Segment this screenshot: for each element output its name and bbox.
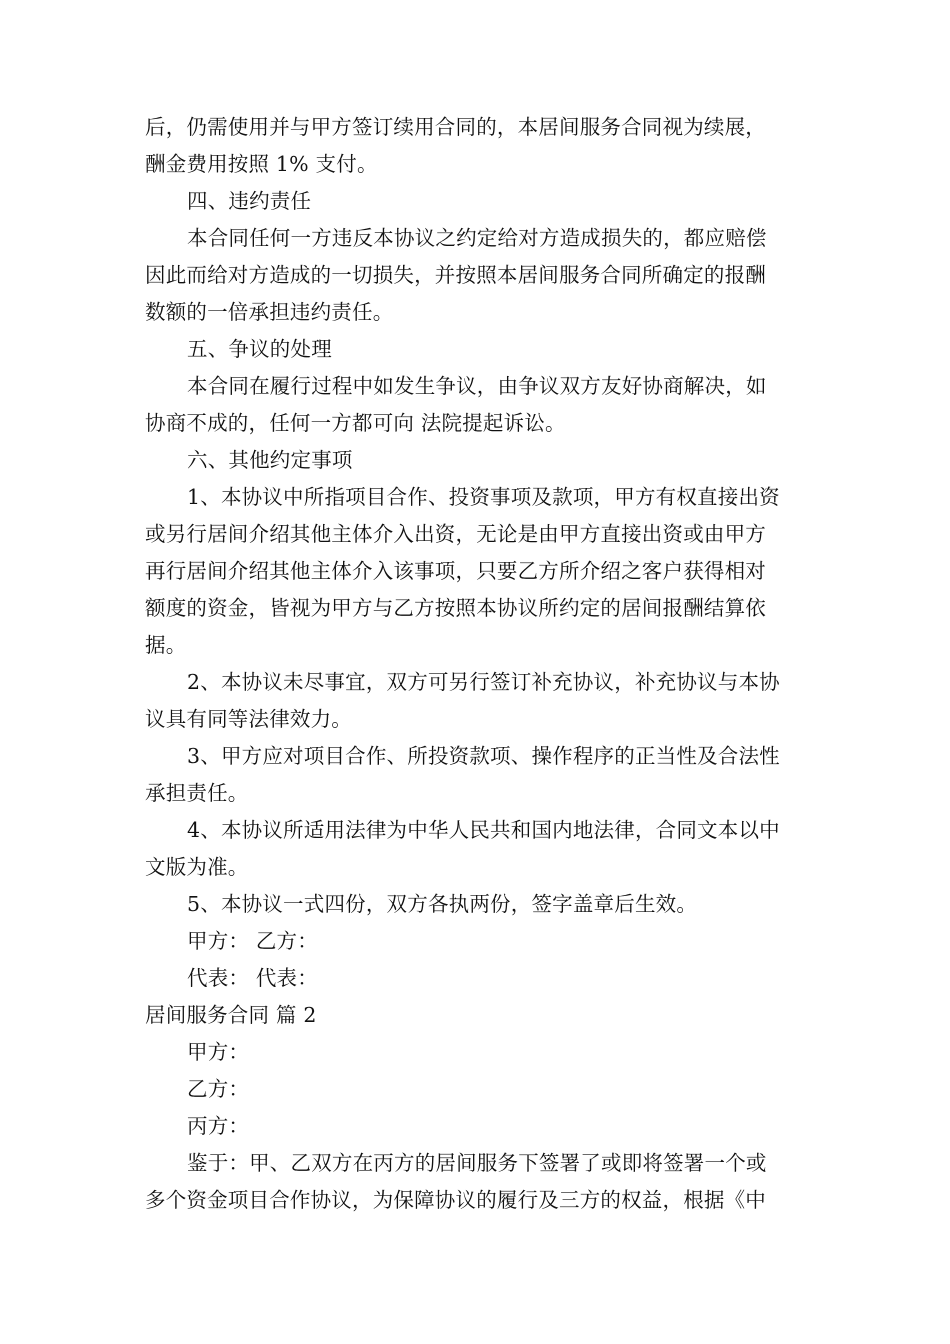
section-heading: 四、违约责任: [187, 189, 312, 213]
text-line: 1、本协议中所指项目合作、投资事项及款项，甲方有权直接出资: [187, 485, 780, 509]
text-line: 数额的一倍承担违约责任。: [145, 300, 394, 324]
section-heading: 六、其他约定事项: [187, 448, 353, 472]
text-line: 酬金费用按照 1% 支付。: [145, 152, 378, 176]
section-heading: 五、争议的处理: [187, 337, 332, 361]
party-line: 乙方：: [187, 1077, 250, 1101]
party-line: 甲方：: [187, 1040, 250, 1064]
text-line: 因此而给对方造成的一切损失，并按照本居间服务合同所确定的报酬: [145, 263, 766, 287]
text-line: 文版为准。: [145, 855, 249, 879]
signature-line: 代表： 代表：: [187, 966, 318, 990]
text-line: 本合同任何一方违反本协议之约定给对方造成损失的，都应赔偿: [187, 226, 767, 250]
text-line: 或另行居间介绍其他主体介入出资，无论是由甲方直接出资或由甲方: [145, 522, 766, 546]
text-line: 本合同在履行过程中如发生争议，由争议双方友好协商解决，如: [187, 374, 767, 398]
text-line: 鉴于：甲、乙双方在丙方的居间服务下签署了或即将签署一个或: [187, 1151, 767, 1175]
text-line: 3、甲方应对项目合作、所投资款项、操作程序的正当性及合法性: [187, 744, 780, 768]
text-line: 5、本协议一式四份，双方各执两份，签字盖章后生效。: [187, 892, 698, 916]
signature-line: 甲方： 乙方：: [187, 929, 318, 953]
text-line: 2、本协议未尽事宜，双方可另行签订补充协议，补充协议与本协: [187, 670, 780, 694]
text-line: 后，仍需使用并与甲方签订续用合同的，本居间服务合同视为续展，: [145, 115, 766, 139]
text-line: 再行居间介绍其他主体介入该事项，只要乙方所介绍之客户获得相对: [145, 559, 766, 583]
text-line: 多个资金项目合作协议，为保障协议的履行及三方的权益，根据《中: [145, 1188, 766, 1212]
text-line: 议具有同等法律效力。: [145, 707, 352, 731]
party-line: 丙方：: [187, 1114, 250, 1138]
section-title: 居间服务合同 篇 2: [145, 1003, 317, 1027]
text-line: 额度的资金，皆视为甲方与乙方按照本协议所约定的居间报酬结算依: [145, 596, 766, 620]
text-line: 协商不成的，任何一方都可向 法院提起诉讼。: [145, 411, 566, 435]
text-line: 4、本协议所适用法律为中华人民共和国内地法律，合同文本以中: [187, 818, 780, 842]
text-line: 据。: [145, 633, 187, 657]
text-line: 承担责任。: [145, 781, 249, 805]
